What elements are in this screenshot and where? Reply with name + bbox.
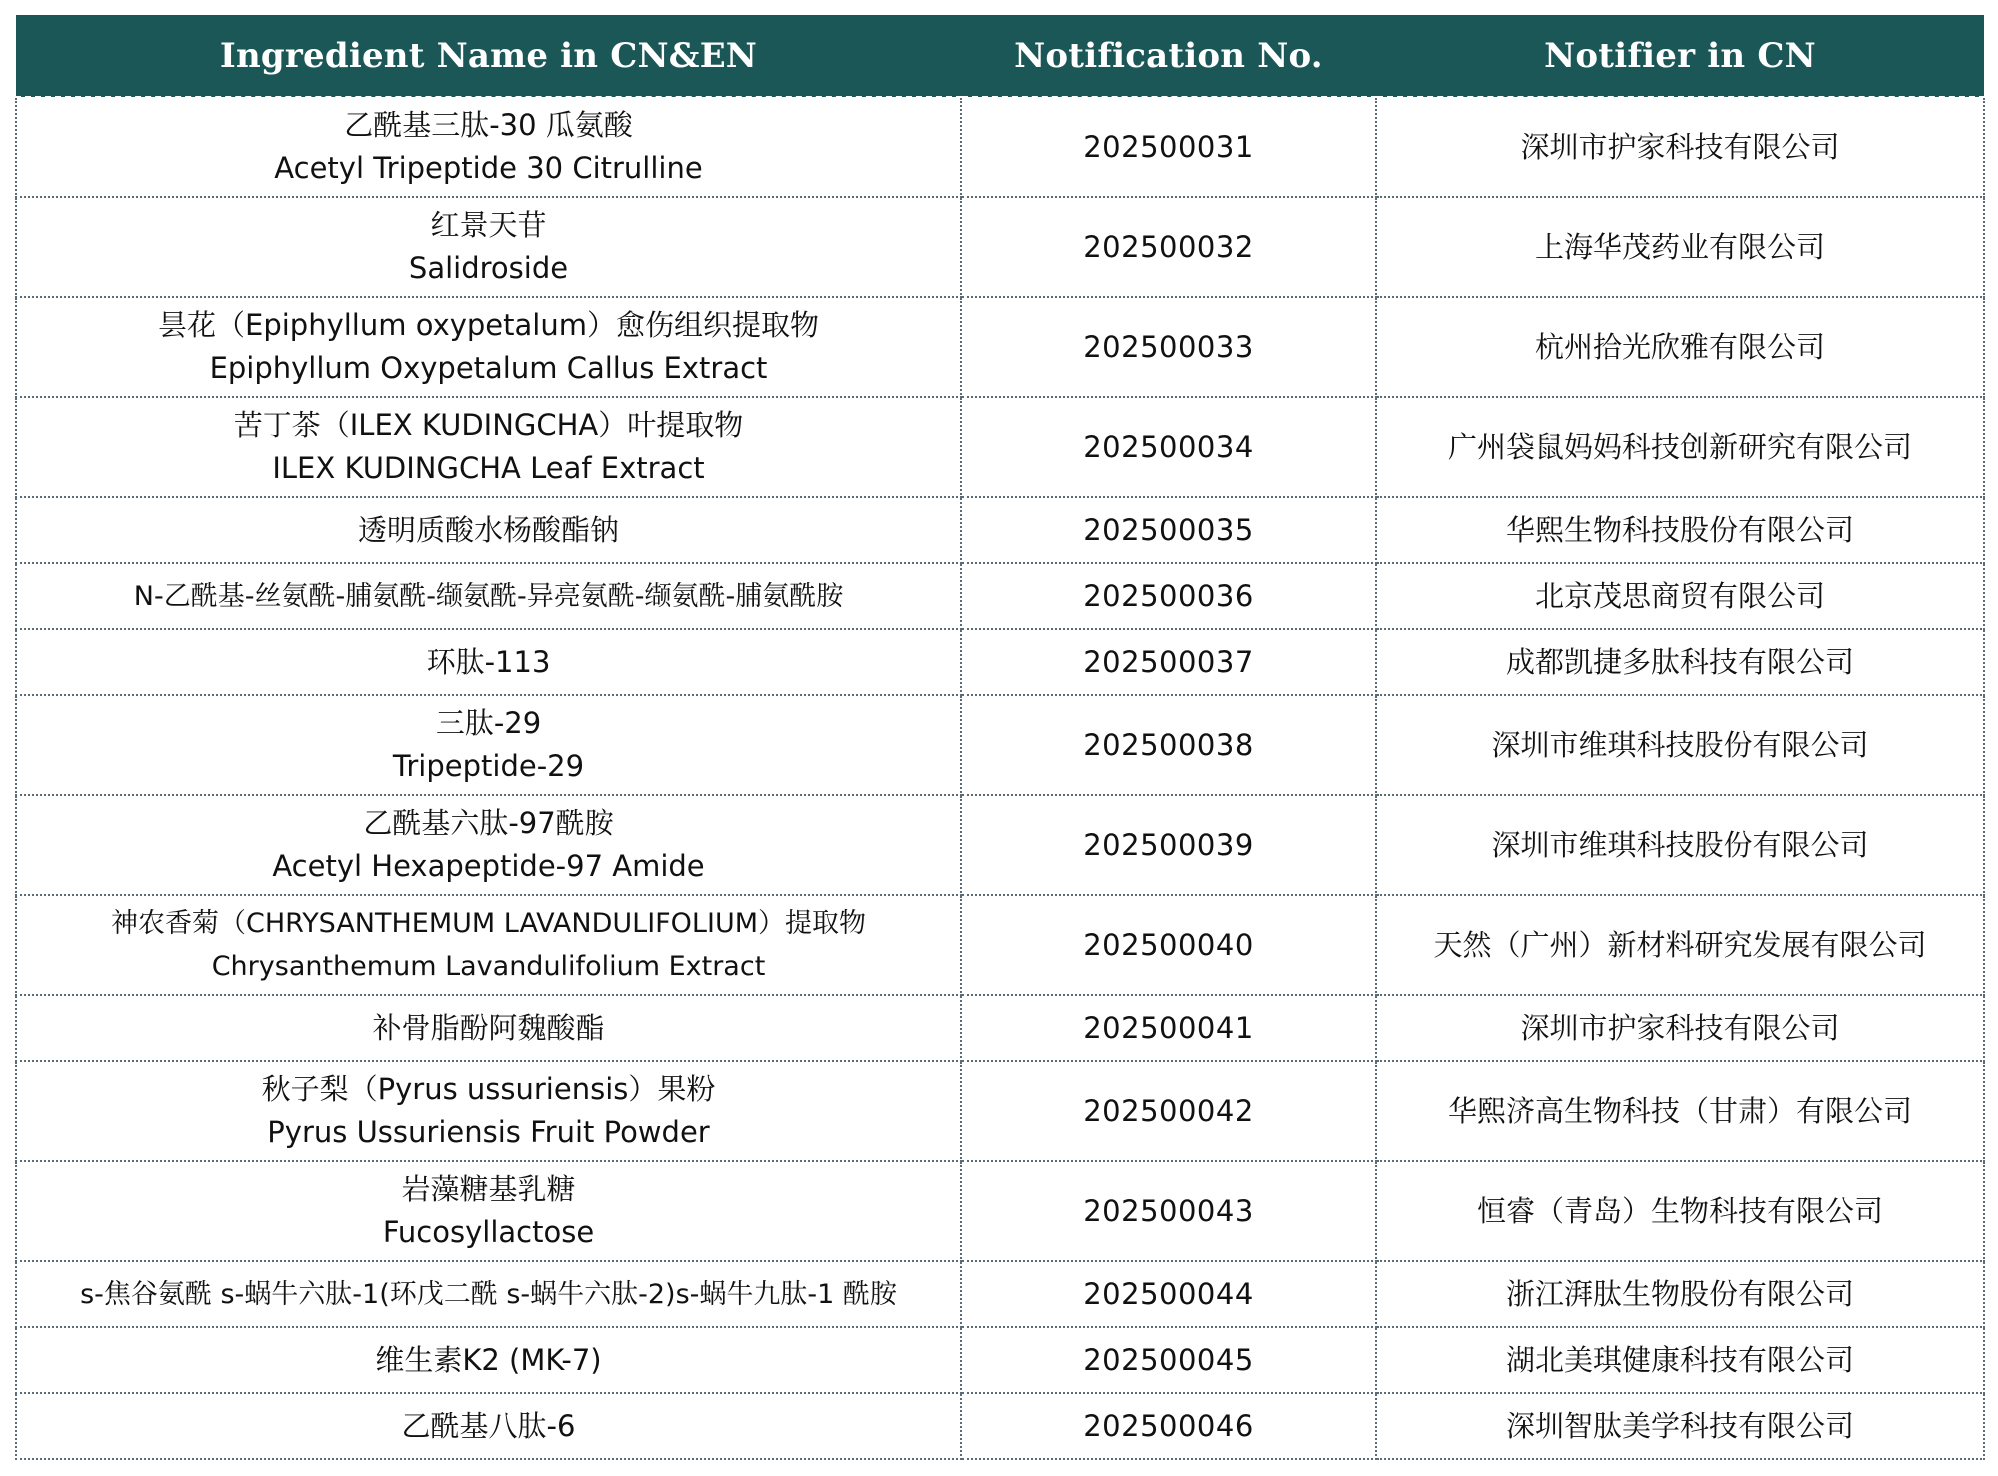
ingredient-notification-table (15, 15, 1985, 1460)
table-row (16, 1061, 1984, 1161)
notifier-cell: 北京茂思商贸有限公司 (1376, 563, 1984, 629)
ingredient-name-cn: 红景天苷 (430, 208, 547, 242)
table-row (16, 397, 1984, 497)
notification-no-cell: 202500034 (961, 397, 1376, 497)
ingredient-name-cn: 维生素K2 (MK-7) (375, 1342, 602, 1377)
notification-no-cell: 202500041 (961, 995, 1376, 1061)
notification-no-cell: 202500043 (961, 1161, 1376, 1261)
ingredient-name-en: ILEX KUDINGCHA Leaf Extract (272, 451, 705, 485)
ingredient-name-cell (16, 629, 961, 695)
ingredient-name-en: Epiphyllum Oxypetalum Callus Extract (209, 351, 768, 385)
ingredient-name-en: Salidroside (408, 251, 569, 285)
ingredient-name-cn: 岩藻糖基乳糖 (401, 1172, 576, 1206)
table-row (16, 1393, 1984, 1459)
header-notification-no: Notification No. (961, 15, 1376, 97)
notifier-cell: 深圳市维琪科技股份有限公司 (1376, 795, 1984, 895)
ingredient-name-cell (16, 97, 961, 197)
ingredient-name-cn: 三肽-29 (435, 706, 542, 740)
table-row (16, 497, 1984, 563)
notification-no-cell: 202500039 (961, 795, 1376, 895)
ingredient-name-en: Tripeptide-29 (392, 749, 585, 783)
ingredient-name-cn: 环肽-113 (426, 644, 551, 679)
ingredient-name-cell (16, 1161, 961, 1261)
notification-no-cell: 202500036 (961, 563, 1376, 629)
notifier-cell: 恒睿（青岛）生物科技有限公司 (1376, 1161, 1984, 1261)
ingredient-name-cn: 神农香菊（CHRYSANTHEMUM LAVANDULIFOLIUM）提取物 (111, 908, 866, 939)
notifier-cell: 湖北美琪健康科技有限公司 (1376, 1327, 1984, 1393)
table-row (16, 1327, 1984, 1393)
ingredient-name-cell (16, 795, 961, 895)
notifier-cell: 广州袋鼠妈妈科技创新研究有限公司 (1376, 397, 1984, 497)
table-body (16, 97, 1984, 1459)
ingredient-name-cn: 透明质酸水杨酸酯钠 (357, 512, 619, 547)
notification-no-cell: 202500038 (961, 695, 1376, 795)
notification-no-cell: 202500044 (961, 1261, 1376, 1327)
ingredient-name-cell (16, 1261, 961, 1327)
notification-no-cell: 202500037 (961, 629, 1376, 695)
table-row (16, 795, 1984, 895)
ingredient-name-en: Acetyl Tripeptide 30 Citrulline (274, 151, 703, 185)
ingredient-name-cell (16, 695, 961, 795)
ingredient-name-cn: 补骨脂酚阿魏酸酯 (372, 1010, 605, 1045)
ingredient-name-cell (16, 297, 961, 397)
ingredient-name-en: Fucosyllactose (382, 1215, 595, 1249)
ingredient-name-cell (16, 497, 961, 563)
notification-no-cell: 202500045 (961, 1327, 1376, 1393)
table-row (16, 629, 1984, 695)
table-row (16, 563, 1984, 629)
notification-no-cell: 202500046 (961, 1393, 1376, 1459)
table-row (16, 97, 1984, 197)
header-notifier: Notifier in CN (1376, 15, 1984, 97)
ingredient-name-cn: 乙酰基八肽-6 (401, 1408, 576, 1443)
table-row (16, 895, 1984, 995)
table-header (16, 15, 1984, 97)
notification-no-cell: 202500032 (961, 197, 1376, 297)
ingredient-name-cn: 秋子梨（Pyrus ussuriensis）果粉 (261, 1072, 716, 1106)
notifier-cell: 深圳市护家科技有限公司 (1376, 97, 1984, 197)
ingredient-name-cn: s-焦谷氨酰 s-蜗牛六肽-1(环戊二酰 s-蜗牛六肽-2)s-蜗牛九肽-1 酰胺 (80, 1278, 897, 1310)
table-row (16, 1261, 1984, 1327)
ingredient-name-cell (16, 1393, 961, 1459)
notifier-cell: 深圳市护家科技有限公司 (1376, 995, 1984, 1061)
notification-no-cell: 202500031 (961, 97, 1376, 197)
ingredient-name-cn: 乙酰基六肽-97酰胺 (363, 806, 614, 840)
table-row (16, 1161, 1984, 1261)
notifier-cell: 浙江湃肽生物股份有限公司 (1376, 1261, 1984, 1327)
table-row (16, 297, 1984, 397)
table-row (16, 695, 1984, 795)
notifier-cell: 华熙济高生物科技（甘肃）有限公司 (1376, 1061, 1984, 1161)
header-ingredient-name: Ingredient Name in CN&EN (16, 15, 961, 97)
ingredient-name-cell (16, 197, 961, 297)
notification-no-cell: 202500035 (961, 497, 1376, 563)
ingredient-name-cell (16, 563, 961, 629)
notification-no-cell: 202500042 (961, 1061, 1376, 1161)
ingredient-name-cell (16, 995, 961, 1061)
ingredient-name-cn: 乙酰基三肽-30 瓜氨酸 (344, 108, 633, 142)
ingredient-name-cell (16, 1061, 961, 1161)
ingredient-name-cn: 苦丁茶（ILEX KUDINGCHA）叶提取物 (233, 408, 744, 442)
notifier-cell: 天然（广州）新材料研究发展有限公司 (1376, 895, 1984, 995)
notifier-cell: 杭州拾光欣雅有限公司 (1376, 297, 1984, 397)
table-row (16, 995, 1984, 1061)
ingredient-name-en: Pyrus Ussuriensis Fruit Powder (267, 1115, 710, 1149)
notifier-cell: 深圳市维琪科技股份有限公司 (1376, 695, 1984, 795)
ingredient-name-cn: N-乙酰基-丝氨酰-脯氨酰-缬氨酰-异亮氨酰-缬氨酰-脯氨酰胺 (133, 580, 844, 612)
notification-no-cell: 202500040 (961, 895, 1376, 995)
notification-no-cell: 202500033 (961, 297, 1376, 397)
notifier-cell: 华熙生物科技股份有限公司 (1376, 497, 1984, 563)
ingredient-name-cell (16, 895, 961, 995)
ingredient-name-en: Acetyl Hexapeptide-97 Amide (272, 849, 705, 883)
notifier-cell: 上海华茂药业有限公司 (1376, 197, 1984, 297)
ingredient-name-cn: 昙花（Epiphyllum oxypetalum）愈伤组织提取物 (158, 308, 819, 342)
ingredient-name-cell (16, 397, 961, 497)
ingredient-name-en: Chrysanthemum Lavandulifolium Extract (211, 951, 766, 982)
header-row (16, 15, 1984, 97)
notifier-cell: 深圳智肽美学科技有限公司 (1376, 1393, 1984, 1459)
notifier-cell: 成都凯捷多肽科技有限公司 (1376, 629, 1984, 695)
ingredient-name-cell (16, 1327, 961, 1393)
table-row (16, 197, 1984, 297)
